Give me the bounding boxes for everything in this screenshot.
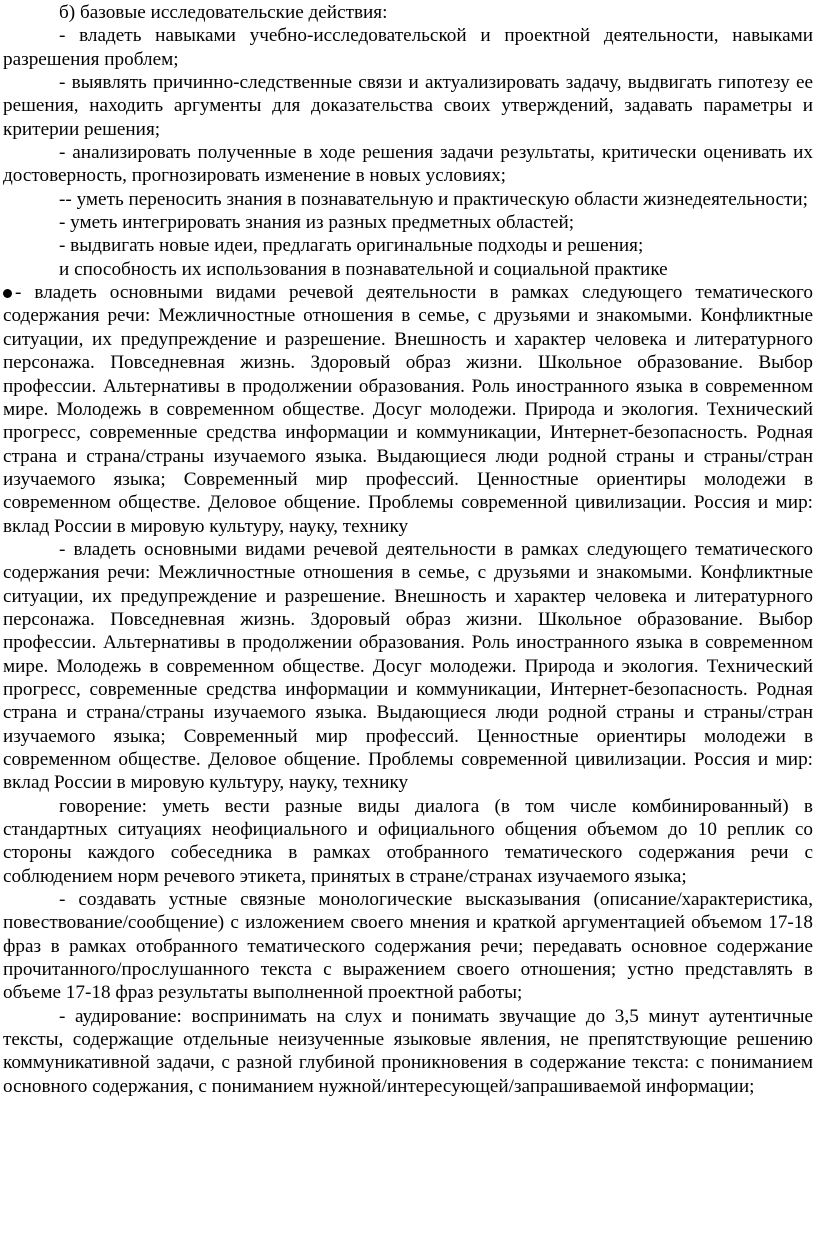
paragraph: - уметь интегрировать знания из разных предметных областей; — [59, 212, 575, 234]
paragraph: - создавать устные связные монологические высказывания (описание/характеристика, повествование/сообщение) с изложением своего мнения и краткой аргументацией объемом 17-18 фраз в рамках отобранного тематического содержания речи; передавать основное содержание прочитанного/прослушанного текста с выражением своего отношения; устно представлять в объеме 17-18 фраз результаты выполненной проектной работы; — [3, 889, 813, 1004]
paragraph-heading: б) базовые исследовательские действия: — [59, 2, 388, 23]
bullet-icon — [3, 289, 12, 298]
paragraph: - выявлять причинно-следственные связи и актуализировать задачу, выдвигать гипотезу ее решения, находить аргументы для доказательства своих утверждений, задавать параметры и критерии решения; — [3, 72, 813, 140]
bullet-paragraph-text: - владеть основными видами речевой деятельности в рамках следующего тематического содержания речи: Межличностные отношения в семье, с друзьями и знакомыми. Конфликтные ситуации, их предупреждение и разрешение. Внешность и характер человека и литературного персонажа. Повседневная жизнь. Здоровый образ жизни. Школьное образование. Выбор профессии. Альтернативы в продолжении образования. Роль иностранного языка в современном мире. Молодежь в современном обществе. Досуг молодежи. Природа и экология. Технический прогресс, современные средства информации и коммуникации, Интернет-безопасность. Родная страна и страна/страны изучаемого языка. Выдающиеся люди родной страны и страны/стран изучаемого языка; Современный мир профессий. Ценностные ориентиры молодежи в современном обществе. Деловое общение. Проблемы современной цивилизации. Россия и мир: вклад России в мировую культуру, науку, технику — [3, 282, 813, 537]
paragraph: говорение: уметь вести разные виды диалога (в том числе комбинированный) в стандартных ситуациях неофициального и официального общения объемом до 10 реплик со стороны каждого собеседника в рамках отобранного тематического содержания речи с соблюдением норм речевого этикета, принятых в стране/странах изучаемого языка; — [3, 795, 813, 887]
paragraph: - аудирование: воспринимать на слух и понимать звучащие до 3,5 минут аутентичные тексты, содержащие отдельные неизученные языковые явления, не препятствующие решению коммуникативной задачи, с разной глубиной проникновения в содержание текста: с пониманием основного содержания, с пониманием нужной/интересующей/запрашиваемой информации; — [3, 1005, 813, 1097]
paragraph: - выдвигать новые идеи, предлагать оригинальные подходы и решения; — [59, 235, 644, 257]
paragraph: - анализировать полученные в ходе решения задачи результаты, критически оценивать их достоверность, прогнозировать изменение в новых условиях; — [3, 142, 813, 187]
paragraph: -- уметь переносить знания в познавательную и практическую области жизнедеятельности; — [59, 188, 808, 210]
paragraph: - владеть навыками учебно-исследовательской и проектной деятельности, навыками разрешения проблем; — [3, 25, 813, 70]
bullet-paragraph — [3, 281, 813, 538]
paragraph: - владеть основными видами речевой деятельности в рамках следующего тематического содержания речи: Межличностные отношения в семье, с друзьями и знакомыми. Конфликтные ситуации, их предупреждение и разрешение. Внешность и характер человека и литературного персонажа. Повседневная жизнь. Здоровый образ жизни. Школьное образование. Выбор профессии. Альтернативы в продолжении образования. Роль иностранного языка в современном мире. Молодежь в современном обществе. Досуг молодежи. Природа и экология. Технический прогресс, современные средства информации и коммуникации, Интернет-безопасность. Родная страна и страна/страны изучаемого языка. Выдающиеся люди родной страны и страны/стран изучаемого языка; Современный мир профессий. Ценностные ориентиры молодежи в современном обществе. Деловое общение. Проблемы современной цивилизации. Россия и мир: вклад России в мировую культуру, науку, технику — [3, 538, 813, 794]
paragraph: и способность их использования в познавательной и социальной практике — [59, 258, 668, 280]
